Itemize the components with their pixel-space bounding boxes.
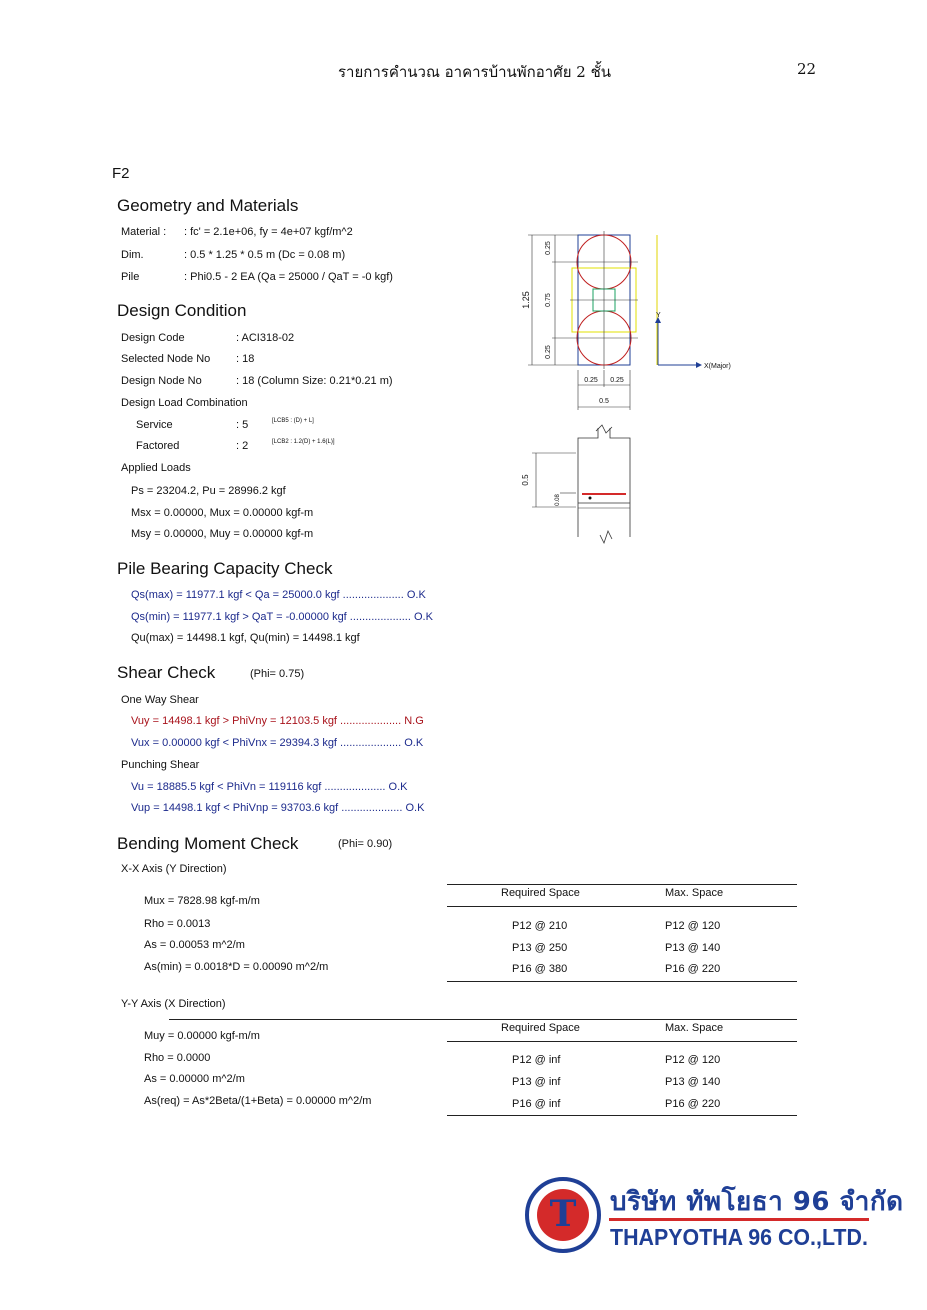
company-logo-disc bbox=[537, 1189, 589, 1241]
company-logo-mark: T bbox=[549, 1193, 577, 1235]
material-value: : fc' = 2.1e+06, fy = 4e+07 kgf/m^2 bbox=[184, 226, 353, 238]
section-depth-label: 0.5 bbox=[521, 474, 530, 486]
bending-phi: (Phi= 0.90) bbox=[338, 838, 393, 850]
xx-table-header-rule bbox=[447, 906, 797, 907]
pile-check-line-3: Qu(max) = 14498.1 kgf, Qu(min) = 14498.1 kgf bbox=[131, 632, 360, 644]
xx-left-1: Mux = 7828.98 kgf-m/m bbox=[144, 895, 260, 907]
dim-total-label: 1.25 bbox=[521, 291, 531, 309]
yy-max-1: P12 @ 120 bbox=[665, 1054, 721, 1066]
xx-left-4: As(min) = 0.0018*D = 0.00090 m^2/m bbox=[144, 961, 329, 973]
company-name-thai: บริษัท ทัพโยธา 96 จำกัด bbox=[610, 1187, 904, 1217]
load-line-3: Msy = 0.00000, Muy = 0.00000 kgf-m bbox=[131, 528, 314, 540]
yy-required-header: Required Space bbox=[501, 1022, 580, 1034]
material-label: Material : bbox=[121, 226, 167, 238]
shear-heading: Shear Check bbox=[117, 663, 216, 682]
yy-table-top-rule bbox=[169, 1019, 797, 1020]
design-node-label: Design Node No bbox=[121, 375, 202, 387]
axis-x-label: X(Major) bbox=[704, 363, 731, 370]
shear-phi: (Phi= 0.75) bbox=[250, 668, 305, 680]
footing-diagram bbox=[500, 225, 760, 555]
xx-req-1: P12 @ 210 bbox=[512, 920, 568, 932]
yy-req-1: P12 @ inf bbox=[512, 1054, 561, 1066]
shear-line-4: Vup = 14498.1 kgf < PhiVnp = 93703.6 kgf .................... O.K bbox=[131, 802, 425, 814]
xx-table-bottom-rule bbox=[447, 981, 797, 982]
yy-req-3: P16 @ inf bbox=[512, 1098, 561, 1110]
service-value: : 5 bbox=[236, 419, 249, 431]
load-line-1: Ps = 23204.2, Pu = 28996.2 kgf bbox=[131, 485, 286, 497]
dim-mid-label: 0.75 bbox=[545, 293, 552, 307]
factored-value: : 2 bbox=[236, 440, 249, 452]
yy-left-3: As = 0.00000 m^2/m bbox=[144, 1073, 245, 1085]
selected-node-value: : 18 bbox=[236, 353, 255, 365]
load-combination-label: Design Load Combination bbox=[121, 397, 248, 409]
xx-required-header: Required Space bbox=[501, 887, 580, 899]
yy-req-2: P13 @ inf bbox=[512, 1076, 561, 1088]
company-logo-ring bbox=[525, 1177, 601, 1253]
design-code-label: Design Code bbox=[121, 332, 185, 344]
yy-left-1: Muy = 0.00000 kgf-m/m bbox=[144, 1030, 260, 1042]
xx-left-2: Rho = 0.0013 bbox=[144, 918, 211, 930]
geometry-heading: Geometry and Materials bbox=[117, 196, 299, 215]
company-name-english: THAPYOTHA 96 CO.,LTD. bbox=[610, 1224, 868, 1250]
pile-check-heading: Pile Bearing Capacity Check bbox=[117, 559, 333, 578]
shear-line-1: Vuy = 14498.1 kgf > PhiVny = 12103.5 kgf .................... N.G bbox=[131, 715, 424, 727]
page-header-title: รายการคำนวณ อาคารบ้านพักอาศัย 2 ชั้น bbox=[338, 63, 612, 81]
yy-left-4: As(req) = As*2Beta/(1+Beta) = 0.00000 m^2/m bbox=[144, 1095, 372, 1107]
yy-axis-label: Y-Y Axis (X Direction) bbox=[121, 998, 226, 1010]
design-heading: Design Condition bbox=[117, 301, 247, 320]
load-line-2: Msx = 0.00000, Mux = 0.00000 kgf-m bbox=[131, 507, 314, 519]
yy-max-3: P16 @ 220 bbox=[665, 1098, 721, 1110]
design-code-value: : ACI318-02 bbox=[236, 332, 295, 344]
dim-w-label: 0.5 bbox=[599, 398, 609, 405]
yy-left-2: Rho = 0.0000 bbox=[144, 1052, 211, 1064]
design-node-value: : 18 (Column Size: 0.21*0.21 m) bbox=[236, 375, 393, 387]
dim-w1-label: 0.25 bbox=[584, 377, 598, 384]
xx-req-3: P16 @ 380 bbox=[512, 963, 568, 975]
company-name-divider bbox=[609, 1218, 869, 1221]
yy-max-header: Max. Space bbox=[665, 1022, 724, 1034]
xx-axis-label: X-X Axis (Y Direction) bbox=[121, 863, 227, 875]
section-cover-label: 0.08 bbox=[555, 494, 561, 506]
yy-table-bottom-rule bbox=[447, 1115, 797, 1116]
xx-max-3: P16 @ 220 bbox=[665, 963, 721, 975]
dim-value: : 0.5 * 1.25 * 0.5 m (Dc = 0.08 m) bbox=[184, 249, 346, 261]
shear-line-2: Vux = 0.00000 kgf < PhiVnx = 29394.3 kgf .................... O.K bbox=[131, 737, 424, 749]
pile-check-line-1: Qs(max) = 11977.1 kgf < Qa = 25000.0 kgf .................... O.K bbox=[131, 589, 426, 601]
punching-shear-label: Punching Shear bbox=[121, 759, 200, 771]
yy-table-header-rule bbox=[447, 1041, 797, 1042]
xx-req-2: P13 @ 250 bbox=[512, 942, 568, 954]
factored-label: Factored bbox=[136, 440, 180, 452]
xx-max-1: P12 @ 120 bbox=[665, 920, 721, 932]
service-label: Service bbox=[136, 419, 173, 431]
dim-bot-label: 0.25 bbox=[545, 345, 552, 359]
one-way-shear-label: One Way Shear bbox=[121, 694, 199, 706]
pile-check-line-2: Qs(min) = 11977.1 kgf > QaT = -0.00000 kgf .................... O.K bbox=[131, 611, 433, 623]
yy-max-2: P13 @ 140 bbox=[665, 1076, 721, 1088]
xx-max-2: P13 @ 140 bbox=[665, 942, 721, 954]
applied-loads-label: Applied Loads bbox=[121, 462, 191, 474]
shear-line-3: Vu = 18885.5 kgf < PhiVn = 119116 kgf .................... O.K bbox=[131, 781, 408, 793]
dim-label: Dim. bbox=[121, 249, 144, 261]
factored-note: [LCB2 : 1.2(D) + 1.6(L)] bbox=[272, 439, 335, 445]
xx-left-3: As = 0.00053 m^2/m bbox=[144, 939, 245, 951]
footing-id: F2 bbox=[112, 165, 130, 182]
selected-node-label: Selected Node No bbox=[121, 353, 211, 365]
axis-y-label: Y bbox=[656, 312, 661, 319]
xx-table-top-rule bbox=[447, 884, 797, 885]
footing-section-outline bbox=[578, 428, 630, 537]
pile-value: : Phi0.5 - 2 EA (Qa = 25000 / QaT = -0 kgf) bbox=[184, 271, 393, 283]
page-number: 22 bbox=[797, 60, 817, 78]
dim-w2-label: 0.25 bbox=[610, 377, 624, 384]
dim-top-label: 0.25 bbox=[545, 241, 552, 255]
pile-label: Pile bbox=[121, 271, 140, 283]
xx-max-header: Max. Space bbox=[665, 887, 724, 899]
service-note: [LCB5 : (D) + L] bbox=[272, 418, 314, 424]
bending-heading: Bending Moment Check bbox=[117, 834, 299, 853]
